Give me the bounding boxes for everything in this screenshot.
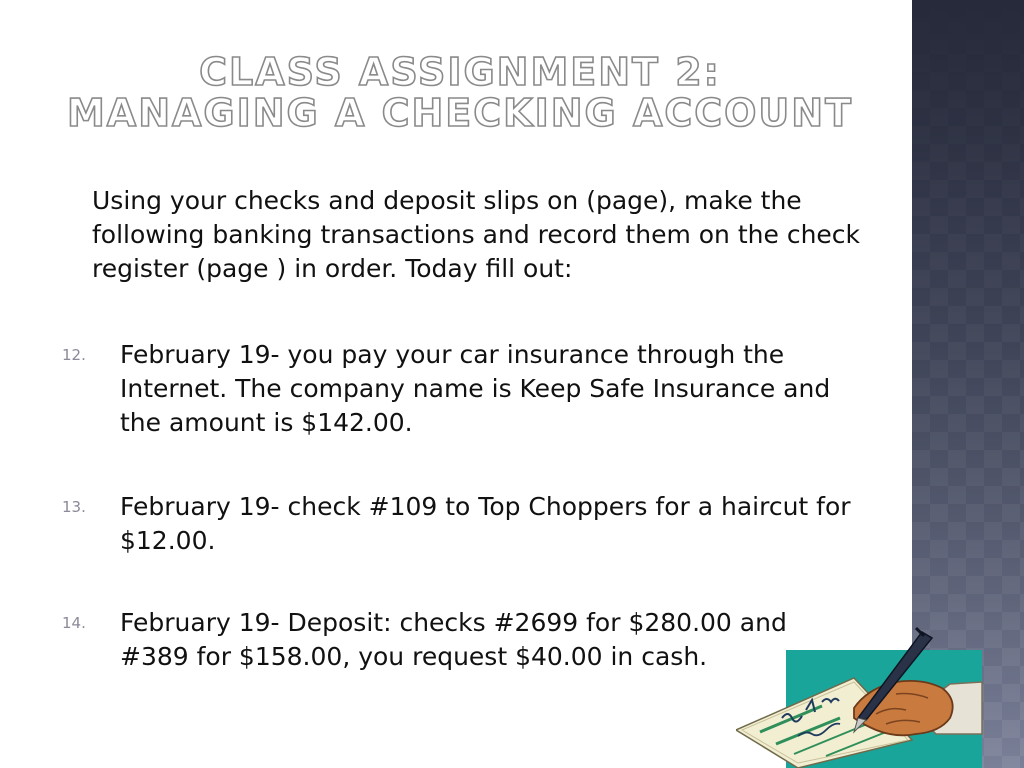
intro-paragraph: Using your checks and deposit slips on (page), make the following banking transactions and record them on the check register (page ) in order. Today fill out:: [92, 186, 861, 283]
title-line-2: MANAGING A CHECKING ACCOUNT: [66, 91, 854, 135]
list-item-number: 13.: [62, 498, 86, 516]
hand-writing-check-icon: [736, 622, 986, 768]
title-line-1: CLASS ASSIGNMENT 2:: [199, 50, 721, 94]
list-item-number: 12.: [62, 346, 86, 364]
slide-title: [40, 52, 880, 134]
list-item-text: February 19- you pay your car insurance through the Internet. The company name is Keep Safe Insurance and the amount is $142.00.: [120, 340, 831, 437]
list-item-text: February 19- Deposit: checks #2699 for $280.00 and #389 for $158.00, you request $40.00 in cash.: [120, 608, 787, 671]
list-item: [62, 490, 862, 558]
list-item-number: 14.: [62, 614, 86, 632]
list-item: [62, 338, 862, 440]
list-item-text: February 19- check #109 to Top Choppers for a haircut for $12.00.: [120, 492, 851, 555]
